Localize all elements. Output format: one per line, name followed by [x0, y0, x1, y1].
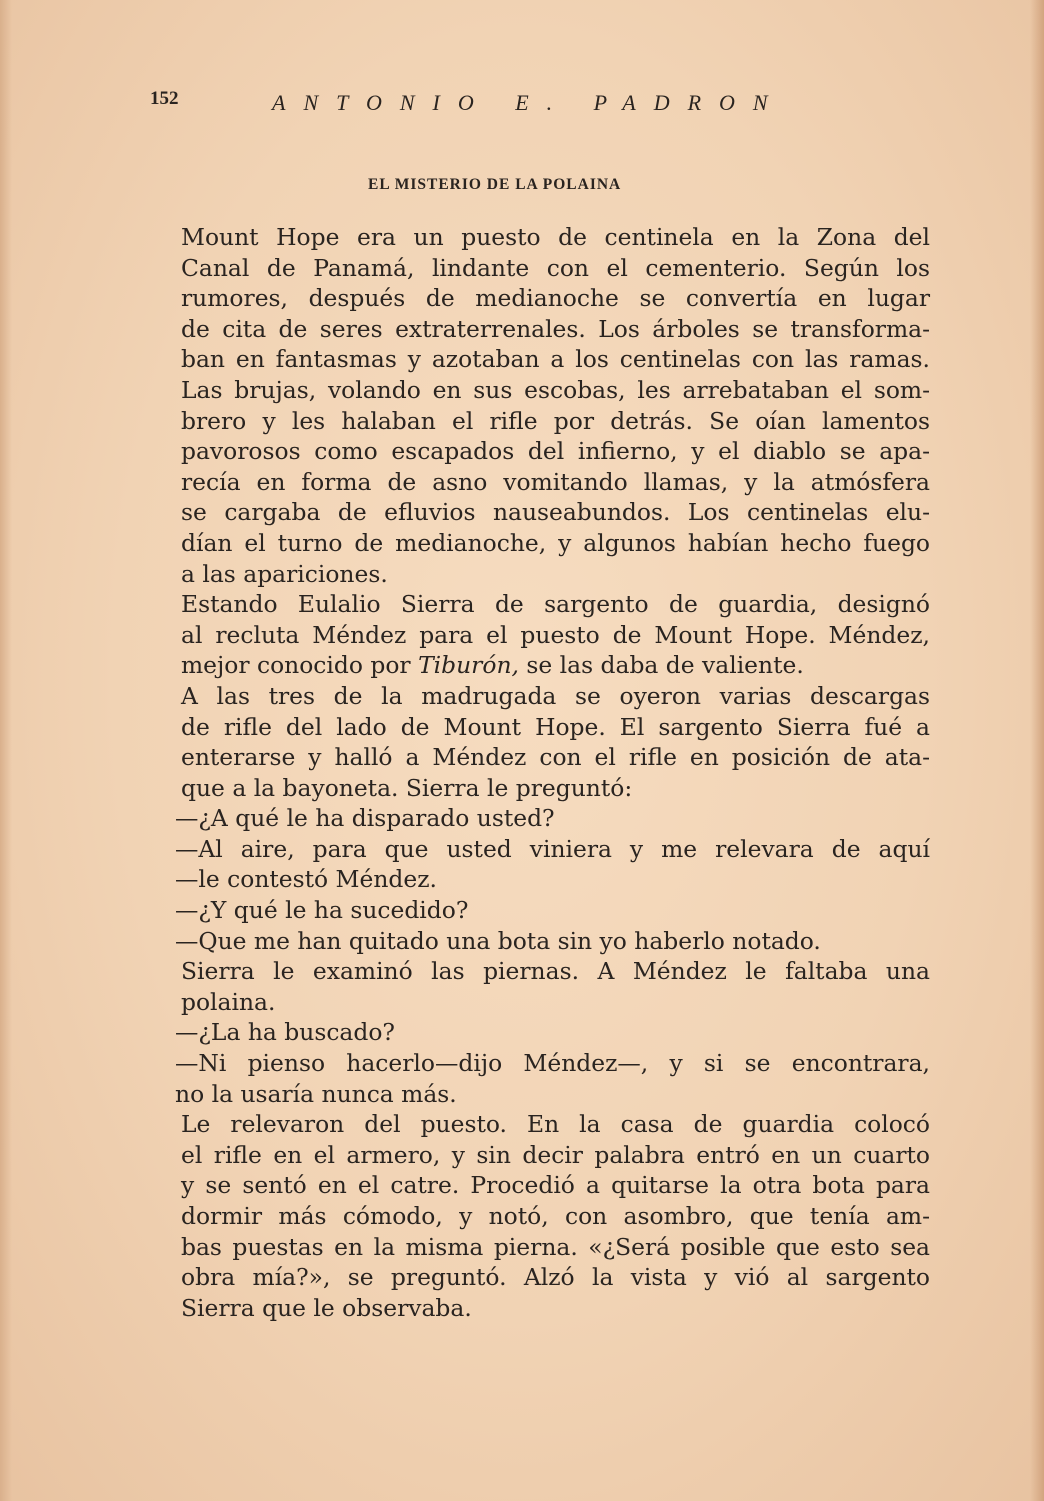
text-line: A las tres de la madrugada se oyeron varias descargas [181, 681, 930, 710]
page-number: 152 [150, 88, 179, 109]
text-line: bas puestas en la misma pierna. «¿Será posible que esto sea [181, 1232, 930, 1261]
dialogue-paragraph [135, 803, 930, 834]
paragraph [135, 681, 930, 803]
text-line: —Que me han quitado una bota sin yo haberlo notado. [175, 926, 821, 955]
dialogue-paragraph [135, 834, 930, 895]
text-line: Sierra le examinó las piernas. A Méndez le faltaba una [181, 957, 930, 986]
text-line: —Al aire, para que usted viniera y me relevara de aquí [175, 834, 930, 863]
text-line: —¿Y qué le ha sucedido? [175, 896, 469, 925]
text-line: Le relevaron del puesto. En la casa de guardia colocó [181, 1110, 930, 1139]
text-line: de rifle del lado de Mount Hope. El sargento Sierra fué a [181, 712, 930, 741]
paragraph [135, 589, 930, 681]
text-line: no la usaría nunca más. [175, 1079, 457, 1108]
text-line: al recluta Méndez para el puesto de Mount Hope. Méndez, [181, 620, 930, 649]
text-line: que a la bayoneta. Sierra le preguntó: [181, 773, 633, 802]
text-line: el rifle en el armero, y sin decir palabra entró en un cuarto [181, 1140, 930, 1169]
text-line: —¿La ha buscado? [175, 1018, 395, 1047]
text-line: obra mía?», se preguntó. Alzó la vista y vió al sargento [181, 1263, 930, 1292]
text-line: se cargaba de efluvios nauseabundos. Los centinelas elu- [181, 498, 930, 527]
paragraph [135, 1109, 930, 1323]
text-line: y se sentó en el catre. Procedió a quitarse la otra bota para [181, 1171, 930, 1200]
text-line: recía en forma de asno vomitando llamas, y la atmósfera [181, 467, 930, 496]
running-head-author: ANTONIO E. PADRON [272, 90, 786, 115]
text-line: de cita de seres extraterrenales. Los árboles se transforma- [181, 314, 930, 343]
text-line: —le contestó Méndez. [175, 865, 437, 894]
text-line: pavorosos como escapados del infierno, y el diablo se apa- [181, 437, 930, 466]
text-line: dían el turno de medianoche, y algunos habían hecho fuego [181, 528, 930, 557]
text-line: Canal de Panamá, lindante con el cementerio. Según los [181, 253, 930, 282]
page-edge-right [1030, 0, 1044, 1501]
paragraph [135, 222, 930, 589]
text-line: Mount Hope era un puesto de centinela en la Zona del [181, 223, 930, 251]
text-line: Estando Eulalio Sierra de sargento de guardia, designó [181, 590, 930, 619]
chapter-title: EL MISTERIO DE LA POLAINA [368, 176, 622, 193]
text-line: a las apariciones. [181, 559, 388, 588]
text-line: dormir más cómodo, y notó, con asombro, que tenía am- [181, 1202, 930, 1230]
paragraph [135, 956, 930, 1017]
text-line: Sierra que le observaba. [181, 1293, 472, 1322]
dialogue-paragraph [135, 1048, 930, 1109]
text-line: enterarse y halló a Méndez con el rifle en posición de ata- [181, 743, 930, 772]
text-line: Las brujas, volando en sus escobas, les arrebataban el som- [181, 375, 930, 404]
text-line: —¿A qué le ha disparado usted? [175, 804, 555, 833]
text-line: mejor conocido por Tiburón, se las daba de valiente. [181, 651, 804, 680]
body-text [135, 222, 930, 1323]
text-line: rumores, después de medianoche se convertía en lugar [181, 284, 930, 313]
page-edge-left [0, 0, 12, 1501]
text-line: ban en fantasmas y azotaban a los centinelas con las ramas. [181, 345, 930, 374]
dialogue-paragraph [135, 926, 930, 957]
dialogue-paragraph [135, 1017, 930, 1048]
text-line: polaina. [181, 987, 276, 1016]
nickname-italic: Tiburón, [418, 651, 519, 680]
dialogue-paragraph [135, 895, 930, 926]
text-line: —Ni pienso hacerlo—dijo Méndez—, y si se encontrara, [175, 1049, 930, 1078]
text-line: brero y les halaban el rifle por detrás. Se oían lamentos [181, 406, 930, 435]
